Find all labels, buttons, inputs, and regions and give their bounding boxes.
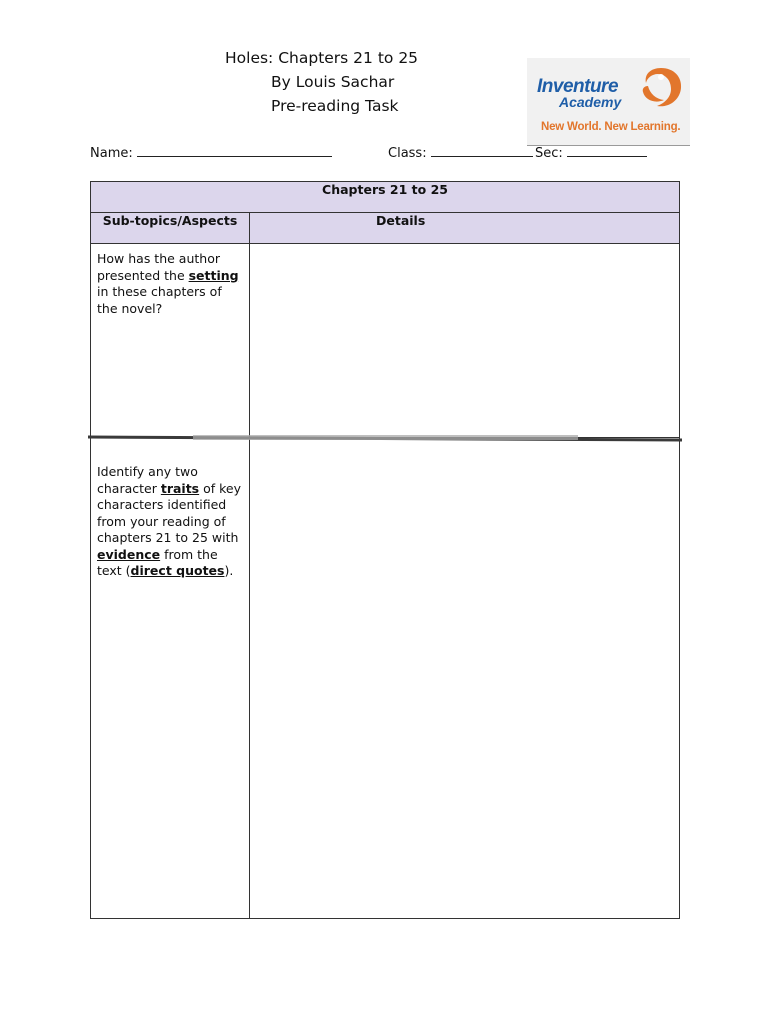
logo-tagline: New World. New Learning. (541, 121, 681, 133)
column-header-details: Details (250, 213, 680, 244)
name-field-row (90, 143, 332, 161)
setting-prompt-cell (91, 244, 250, 438)
setting-details-cell[interactable] (250, 244, 680, 438)
table-row (91, 244, 680, 438)
class-blank[interactable] (431, 143, 533, 157)
setting-prompt: How has the author presented the setting in these chapters of the novel? (97, 251, 239, 316)
task-type-line: Pre-reading Task (271, 97, 399, 115)
class-field-row (388, 143, 533, 161)
table-row (91, 438, 680, 919)
traits-prompt: Identify any two character traits of key characters identified from your reading of chapters 21 to 25 with evidence from the text (direct quotes). (97, 464, 242, 578)
logo-name: Inventure (537, 76, 619, 97)
name-blank[interactable] (137, 143, 332, 157)
table-heading: Chapters 21 to 25 (91, 182, 680, 213)
traits-prompt-cell (91, 438, 250, 919)
school-logo (527, 58, 690, 146)
author-line: By Louis Sachar (271, 73, 395, 91)
sec-label: Sec: (535, 146, 563, 161)
inventure-swirl-icon (638, 64, 684, 110)
class-label: Class: (388, 146, 427, 161)
name-label: Name: (90, 146, 133, 161)
logo-subname: Academy (559, 94, 622, 110)
document-title (200, 46, 440, 118)
sec-blank[interactable] (567, 143, 647, 157)
column-header-subtopics: Sub-topics/Aspects (91, 213, 250, 244)
page-divider (88, 435, 682, 443)
task-table (90, 181, 680, 919)
traits-details-cell[interactable] (250, 438, 680, 919)
sec-field-row (535, 143, 647, 161)
title-line-1: Holes: Chapters 21 to 25 (225, 49, 419, 67)
